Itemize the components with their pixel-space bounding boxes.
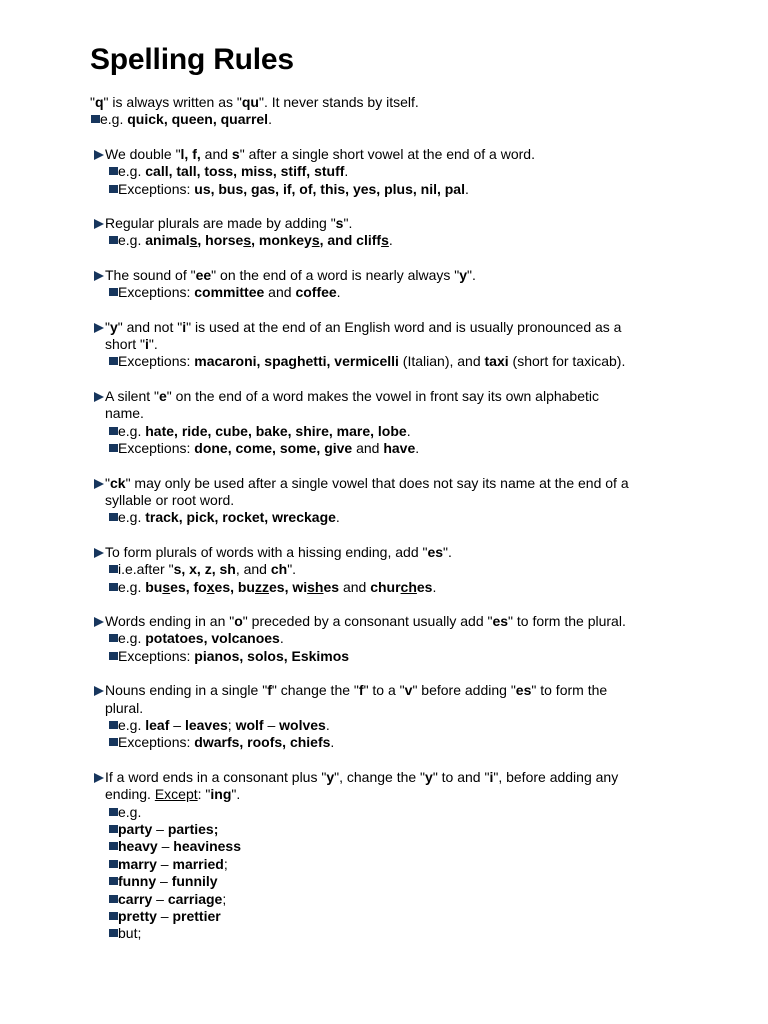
sub-item — [90, 440, 690, 457]
text-run: Exceptions: — [118, 647, 195, 664]
text-run: " change the " — [271, 682, 359, 699]
spacer — [90, 250, 690, 267]
text-run: call, tall, toss, miss, stiff, stuff — [145, 163, 345, 180]
rule-text — [90, 613, 690, 630]
text-run: es, wi — [269, 578, 308, 595]
square-bullet-icon — [109, 634, 118, 642]
text-run: plural. — [105, 699, 144, 716]
rule-text — [90, 215, 690, 232]
text-run: " — [105, 318, 110, 335]
text-run: pretty — [118, 908, 157, 925]
text-run: s — [231, 145, 240, 162]
rule-text — [90, 319, 690, 336]
sub-item — [90, 821, 690, 838]
text-run: wolves — [279, 716, 326, 733]
text-run: coffee — [295, 284, 337, 301]
text-run: and — [200, 145, 232, 162]
spacer — [90, 665, 690, 682]
text-run: zz — [255, 578, 269, 595]
square-bullet-icon — [109, 357, 118, 365]
text-run: Exceptions: — [118, 353, 195, 370]
text-run: " — [90, 94, 95, 110]
rule-text — [90, 94, 690, 111]
sub-item — [90, 891, 690, 908]
triangle-bullet-icon — [94, 323, 104, 333]
sub-item — [90, 873, 690, 890]
sub-item — [90, 423, 690, 440]
text-run: s, x, z, sh — [173, 561, 236, 578]
triangle-bullet-icon — [94, 392, 104, 402]
text-run: e.g. — [100, 111, 128, 128]
text-run: us, bus, gas, if, of, this, yes, plus, nil, pal — [194, 180, 465, 197]
text-run: carriage — [167, 890, 223, 907]
text-run: ending. — [105, 786, 155, 803]
text-run: , horse — [197, 232, 244, 249]
rule-ee — [90, 267, 690, 302]
text-run: ; — [223, 855, 228, 872]
triangle-bullet-icon — [94, 219, 104, 229]
text-run: e.g. — [118, 509, 146, 526]
rule-consonant-y — [90, 769, 690, 943]
text-run: . — [330, 734, 335, 751]
text-run: es — [515, 682, 532, 699]
text-run: , monkey — [251, 232, 312, 249]
sub-item — [90, 648, 690, 665]
text-run: " and not " — [117, 318, 183, 335]
text-run: y — [326, 768, 335, 785]
text-run: . — [432, 578, 437, 595]
sub-item — [90, 925, 690, 942]
text-run: es — [323, 578, 340, 595]
text-run: wolf — [235, 716, 264, 733]
text-run: ing — [210, 786, 232, 803]
text-run: ". — [443, 543, 452, 560]
sub-item — [90, 838, 690, 855]
square-bullet-icon — [109, 288, 118, 296]
square-bullet-icon — [109, 167, 118, 175]
text-run: " — [105, 474, 110, 491]
text-run: . — [464, 180, 469, 197]
text-run: e — [159, 387, 167, 404]
sub-item — [90, 509, 690, 526]
text-run: " may only be used after a single vowel that does not say its name at the end of a — [125, 474, 629, 491]
triangle-bullet-icon — [94, 548, 104, 558]
text-run: marry — [118, 855, 157, 872]
text-run: ee — [195, 266, 212, 283]
text-run: Exceptions: — [118, 284, 195, 301]
text-run: . — [335, 509, 340, 526]
text-run: ch — [400, 578, 417, 595]
sub-item — [90, 856, 690, 873]
text-run: , and cliff — [319, 232, 382, 249]
text-run: x — [206, 578, 215, 595]
text-run: es — [492, 612, 509, 629]
text-run: y — [425, 768, 433, 785]
text-run: o — [234, 612, 243, 629]
text-run: e.g. — [118, 716, 146, 733]
text-run: ". It never stands by itself. — [258, 94, 419, 110]
text-run: leaf — [145, 716, 170, 733]
text-run: . — [336, 284, 341, 301]
rule-text — [90, 146, 690, 163]
sub-item — [90, 579, 690, 596]
text-run: – — [156, 855, 173, 872]
spacer — [90, 596, 690, 613]
triangle-bullet-icon — [94, 271, 104, 281]
sub-item — [90, 717, 690, 734]
text-run: " on the end of a word makes the vowel in front say its own alphabetic — [166, 387, 600, 404]
square-bullet-icon — [109, 652, 118, 660]
text-run: Regular plurals are made by adding " — [105, 215, 336, 232]
square-bullet-icon — [109, 895, 118, 903]
square-bullet-icon — [109, 738, 118, 746]
sub-item — [90, 630, 690, 647]
text-run: es, fo — [170, 578, 207, 595]
rule-double — [90, 146, 690, 198]
square-bullet-icon — [109, 444, 118, 452]
rule-f-ending — [90, 682, 690, 752]
text-run: ck — [109, 474, 126, 491]
text-run: Except — [154, 786, 198, 803]
square-bullet-icon — [109, 565, 118, 573]
text-run: ", change the " — [334, 768, 426, 785]
triangle-bullet-icon — [94, 617, 104, 627]
text-run: i — [489, 768, 494, 785]
square-bullet-icon — [109, 185, 118, 193]
text-run: ". — [231, 786, 241, 803]
text-run: s — [189, 232, 198, 249]
text-run: s — [335, 215, 344, 232]
text-run: (Italian), and — [398, 353, 485, 370]
text-run: have — [383, 440, 416, 457]
text-run: – — [152, 890, 168, 907]
spacer — [90, 752, 690, 769]
text-run: short " — [105, 336, 145, 353]
text-run: ; — [227, 716, 236, 733]
rule-plurals — [90, 215, 690, 250]
rule-ck — [90, 475, 690, 527]
text-run: i — [182, 318, 187, 335]
text-run: heavy — [118, 838, 158, 855]
text-run: y — [459, 266, 468, 283]
rule-hissing — [90, 544, 690, 596]
text-run: The sound of " — [105, 266, 196, 283]
sub-item — [90, 908, 690, 925]
text-run: f — [267, 682, 272, 699]
text-run: If a word ends in a consonant plus " — [105, 768, 327, 785]
text-run: s — [311, 232, 320, 249]
sub-item — [90, 734, 690, 751]
square-bullet-icon — [109, 825, 118, 833]
text-run: es — [416, 578, 433, 595]
text-run: e.g. — [118, 578, 146, 595]
text-run: es — [427, 543, 444, 560]
text-run: Exceptions: — [118, 440, 195, 457]
text-run: and — [264, 284, 296, 301]
text-run: v — [404, 682, 413, 699]
text-run: i — [144, 336, 149, 353]
spacer — [90, 129, 690, 146]
text-run: f — [358, 682, 364, 699]
text-run: e.g. — [118, 422, 146, 439]
text-run: . — [268, 111, 272, 128]
text-run: . — [279, 630, 284, 647]
text-run: name. — [105, 405, 144, 422]
square-bullet-icon — [91, 115, 100, 123]
text-run: . — [325, 716, 330, 733]
text-run: : " — [197, 786, 211, 803]
text-run: hate, ride, cube, bake, shire, mare, lobe — [145, 422, 407, 439]
text-run: parties; — [167, 821, 219, 837]
square-bullet-icon — [109, 877, 118, 885]
text-run: funnily — [171, 873, 218, 890]
spacer — [90, 458, 690, 475]
text-run: es, bu — [214, 578, 255, 595]
text-run: married — [172, 855, 224, 872]
square-bullet-icon — [109, 912, 118, 920]
text-run: funny — [118, 873, 157, 890]
text-run: macaroni, spaghetti, vermicelli — [194, 353, 399, 370]
document-page — [90, 42, 690, 943]
square-bullet-icon — [109, 842, 118, 850]
text-run: " is always written as " — [103, 94, 242, 110]
text-run: . — [406, 422, 411, 439]
text-run: qu — [241, 94, 259, 110]
text-run: bu — [145, 578, 163, 595]
page-title: Spelling Rules — [90, 43, 294, 76]
text-run: committee — [194, 284, 265, 301]
rule-text — [90, 388, 690, 405]
text-run: track, pick, rocket, wreckage — [145, 509, 336, 526]
rule-o-ending — [90, 613, 690, 665]
spacer — [90, 371, 690, 388]
rule-text-continued — [90, 405, 690, 422]
text-run: ". — [148, 336, 158, 353]
text-run: e.g. — [118, 630, 146, 647]
square-bullet-icon — [109, 808, 118, 816]
rule-text-continued — [90, 336, 690, 353]
square-bullet-icon — [109, 721, 118, 729]
text-run: sh — [307, 578, 324, 595]
text-run: taxi — [484, 353, 509, 370]
rule-text-continued — [90, 492, 690, 509]
text-run: Nouns ending in a single " — [105, 682, 268, 699]
sub-item — [90, 181, 690, 198]
triangle-bullet-icon — [94, 686, 104, 696]
triangle-bullet-icon — [94, 479, 104, 489]
text-run: e.g. — [118, 232, 146, 249]
text-run: " on the end of a word is nearly always " — [211, 266, 460, 283]
text-run: ". — [343, 215, 353, 232]
rule-text — [90, 544, 690, 561]
square-bullet-icon — [109, 860, 118, 868]
square-bullet-icon — [109, 583, 118, 591]
text-run: " to form the — [531, 682, 608, 699]
sub-item — [90, 284, 690, 301]
sub-item — [90, 353, 690, 370]
text-run: To form plurals of words with a hissing ending, add " — [105, 543, 428, 560]
rule-text — [90, 769, 690, 786]
text-run: Exceptions: — [118, 180, 195, 197]
sub-item — [90, 163, 690, 180]
text-run: party — [118, 821, 153, 837]
text-run: ; — [222, 890, 227, 907]
rule-silent-e — [90, 388, 690, 458]
text-run: " preceded by a consonant usually add " — [242, 612, 493, 629]
text-run: heaviness — [173, 838, 241, 855]
text-run: – — [156, 908, 173, 925]
text-run: y — [109, 318, 118, 335]
text-run: s — [381, 232, 389, 249]
text-run: quick, queen, quarrel — [127, 111, 269, 128]
text-run: ". — [467, 266, 476, 283]
text-run: chur — [370, 578, 401, 595]
rule-y-not-i — [90, 319, 690, 371]
text-run: A silent " — [105, 387, 159, 404]
rule-text — [90, 267, 690, 284]
text-run: " after a single short vowel at the end of a word. — [239, 145, 535, 162]
text-run: pianos, solos, Eskimos — [194, 647, 350, 664]
text-run: q — [94, 94, 104, 110]
text-run: dwarfs, roofs, chiefs — [194, 734, 331, 751]
square-bullet-icon — [109, 929, 118, 937]
text-run: carry — [118, 890, 153, 907]
text-run: e.g. — [118, 163, 146, 180]
text-run: . — [415, 440, 420, 457]
text-run: syllable or root word. — [105, 491, 235, 508]
rules-list — [90, 94, 690, 943]
text-run: " to and " — [432, 768, 490, 785]
text-run: " before adding " — [412, 682, 516, 699]
sub-item — [90, 804, 690, 821]
text-run: s — [243, 232, 252, 249]
text-run: but; — [118, 925, 142, 942]
square-bullet-icon — [109, 513, 118, 521]
text-run: done, come, some, give — [194, 440, 353, 457]
text-run: and — [339, 578, 371, 595]
text-run: – — [152, 821, 168, 837]
square-bullet-icon — [109, 236, 118, 244]
text-run: ", before adding any — [493, 768, 619, 785]
text-run: leaves — [184, 716, 228, 733]
rule-text — [90, 682, 690, 699]
text-run: " to a " — [363, 682, 405, 699]
text-run: Words ending in an " — [105, 612, 235, 629]
text-run: l, f, — [180, 145, 201, 162]
text-run: , and — [235, 561, 271, 578]
triangle-bullet-icon — [94, 773, 104, 783]
rule-text — [90, 475, 690, 492]
text-run: ch — [270, 561, 288, 578]
text-run: e.g. — [118, 803, 142, 820]
square-bullet-icon — [109, 427, 118, 435]
text-run: s — [162, 578, 171, 595]
text-run: i.e.after " — [118, 561, 174, 578]
text-run: – — [156, 873, 172, 890]
text-run: – — [157, 838, 174, 855]
text-run: " to form the plural. — [508, 612, 626, 629]
text-run: – — [263, 716, 280, 733]
text-run: animal — [145, 232, 190, 249]
text-run: Exceptions: — [118, 734, 195, 751]
text-run: prettier — [172, 908, 221, 925]
text-run: " is used at the end of an English word and is usually pronounced as a — [186, 318, 622, 335]
rule-text-continued — [90, 786, 690, 803]
sub-item — [90, 561, 690, 578]
text-run: and — [352, 440, 384, 457]
text-run: (short for taxicab). — [508, 353, 626, 370]
sub-item — [90, 232, 690, 249]
text-run: ". — [287, 561, 297, 578]
text-run: . — [388, 232, 393, 249]
spacer — [90, 527, 690, 544]
text-run: . — [344, 163, 349, 180]
text-run: potatoes, volcanoes — [145, 630, 280, 647]
rule-q — [90, 94, 690, 129]
sub-item — [90, 111, 690, 128]
triangle-bullet-icon — [94, 150, 104, 160]
rule-text-continued — [90, 700, 690, 717]
text-run: – — [169, 716, 185, 733]
spacer — [90, 198, 690, 215]
spacer — [90, 302, 690, 319]
text-run: We double " — [105, 145, 181, 162]
